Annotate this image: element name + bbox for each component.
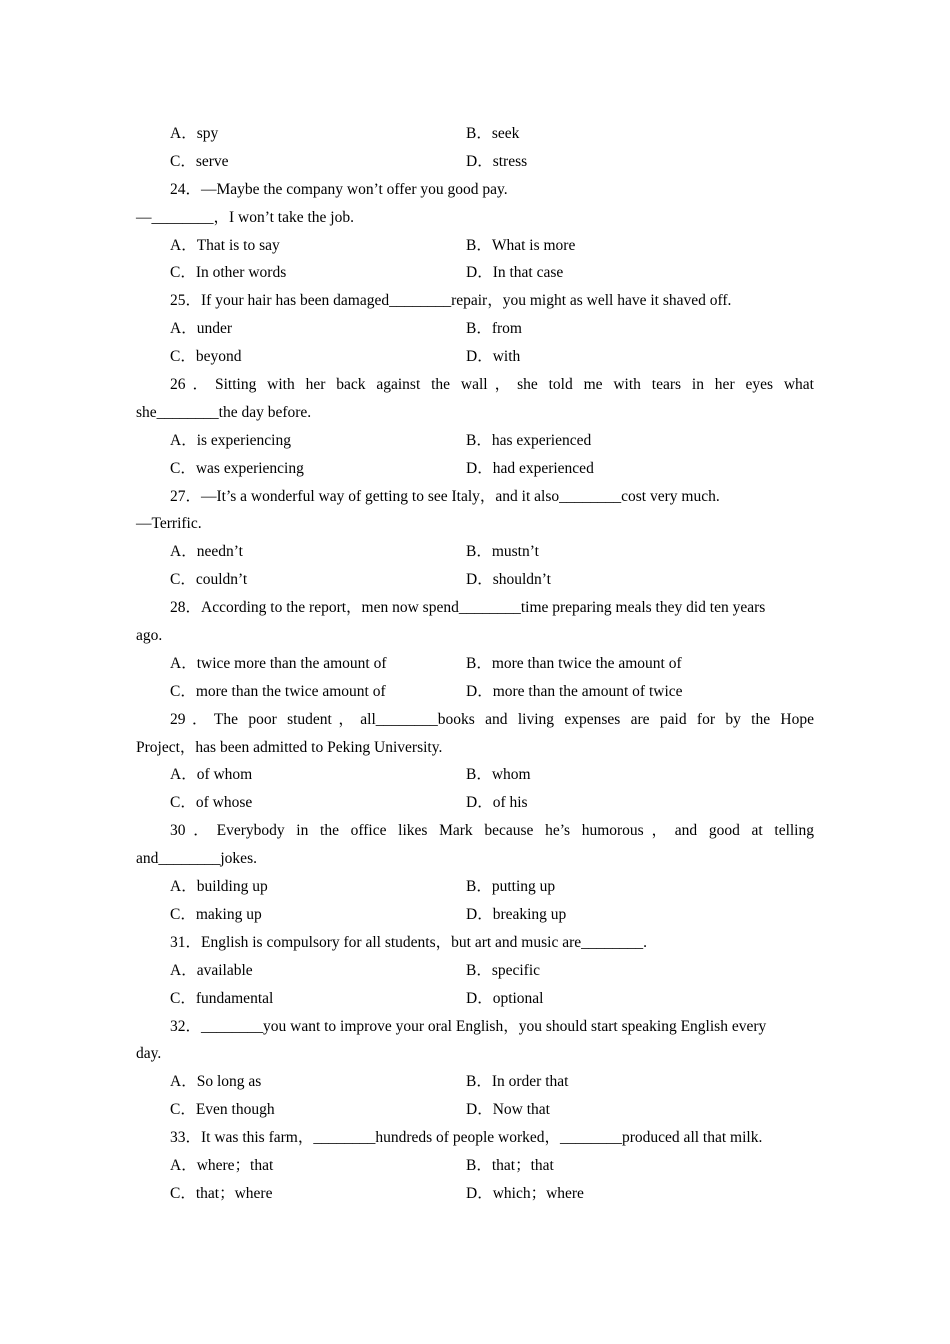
- option-d: D．of his: [466, 794, 528, 812]
- option-row: [136, 343, 814, 371]
- question-stem-continued: day.: [136, 1045, 162, 1063]
- option-d: D．more than the amount of twice: [466, 682, 683, 700]
- question-stem: 26．Sitting with her back against the wall，she told me with tears in her eyes what: [170, 376, 814, 394]
- question-stem: 27．—It’s a wonderful way of getting to see Italy，and it also________cost very much.: [170, 487, 720, 505]
- prev-option-row: [136, 120, 814, 148]
- option-c: C．more than the twice amount of: [170, 682, 386, 700]
- option-d: D．breaking up: [466, 905, 567, 923]
- option-c: C．beyond: [170, 348, 242, 366]
- option-row: [136, 901, 814, 929]
- option-a: A．spy: [170, 125, 219, 142]
- question-stem-continued: she________the day before.: [136, 403, 312, 421]
- question-26: [136, 371, 814, 483]
- option-row: [136, 232, 814, 260]
- option-c: C．fundamental: [170, 989, 274, 1007]
- option-a: A．under: [170, 320, 232, 338]
- option-row: [136, 789, 814, 817]
- option-b: B．specific: [466, 961, 541, 979]
- option-row: [136, 427, 814, 455]
- option-c: C．making up: [170, 905, 262, 923]
- option-b: B．from: [466, 320, 522, 338]
- question-33: [136, 1124, 814, 1208]
- option-row: [136, 259, 814, 287]
- option-row: [136, 1180, 814, 1208]
- prev-option-row: [136, 148, 814, 176]
- question-24: [136, 176, 814, 288]
- option-d: D．which；where: [466, 1184, 584, 1202]
- option-c: C．that；where: [170, 1184, 273, 1202]
- option-row: [136, 566, 814, 594]
- option-a: A．twice more than the amount of: [170, 654, 387, 672]
- option-a: A．available: [170, 961, 253, 979]
- question-30: [136, 817, 814, 929]
- option-row: [136, 538, 814, 566]
- option-a: A．needn’t: [170, 543, 243, 561]
- option-b: B．What is more: [466, 236, 576, 254]
- option-a: A．So long as: [170, 1073, 262, 1091]
- option-row: [136, 761, 814, 789]
- option-a: A．where；that: [170, 1156, 274, 1174]
- option-row: [136, 957, 814, 985]
- question-stem-continued: and________jokes.: [136, 850, 257, 868]
- option-row: [136, 985, 814, 1013]
- question-response: —________，I won’t take the job.: [136, 208, 354, 226]
- question-stem-continued: Project，has been admitted to Peking University.: [136, 738, 443, 756]
- option-d: D．stress: [466, 152, 528, 170]
- question-29: [136, 706, 814, 818]
- option-d: D．optional: [466, 989, 544, 1007]
- option-b: B．that；that: [466, 1156, 554, 1174]
- option-a: A．is experiencing: [170, 431, 291, 449]
- question-response: —Terrific.: [136, 515, 202, 533]
- option-row: [136, 650, 814, 678]
- question-stem-continued: ago.: [136, 627, 163, 645]
- option-row: [136, 1068, 814, 1096]
- option-b: B．more than twice the amount of: [466, 654, 682, 672]
- option-b: B．mustn’t: [466, 543, 539, 561]
- option-a: A．building up: [170, 878, 268, 896]
- question-stem: 25．If your hair has been damaged________repair，you might as well have it shaved off.: [170, 292, 732, 310]
- question-stem: 29．The poor student，all________books and living expenses are paid for by the Hope: [170, 710, 814, 728]
- question-25: [136, 287, 814, 371]
- question-27: [136, 483, 814, 595]
- option-row: [136, 1096, 814, 1124]
- question-32: [136, 1013, 814, 1125]
- question-stem: 31．English is compulsory for all students，but art and music are________.: [170, 933, 647, 951]
- option-b: B．putting up: [466, 878, 556, 896]
- option-c: C．Even though: [170, 1101, 275, 1119]
- question-stem: 33．It was this farm，________hundreds of people worked，________produced all that milk.: [170, 1129, 763, 1147]
- option-row: [136, 455, 814, 483]
- option-b: B．has experienced: [466, 431, 592, 449]
- option-c: C．was experiencing: [170, 459, 304, 477]
- option-a: A．of whom: [170, 766, 253, 784]
- option-a: A．That is to say: [170, 236, 280, 254]
- option-d: D．had experienced: [466, 459, 594, 477]
- option-row: [136, 873, 814, 901]
- question-stem: 30．Everybody in the office likes Mark because he’s humorous，and good at telling: [170, 822, 814, 840]
- option-c: C．of whose: [170, 794, 253, 812]
- option-c: C．serve: [170, 152, 229, 170]
- question-stem: 32．________you want to improve your oral English，you should start speaking English every: [170, 1017, 767, 1035]
- option-c: C．In other words: [170, 264, 287, 282]
- option-b: B．whom: [466, 766, 531, 784]
- option-row: [136, 315, 814, 343]
- option-b: B．seek: [466, 125, 520, 142]
- option-c: C．couldn’t: [170, 571, 248, 589]
- option-b: B．In order that: [466, 1073, 569, 1091]
- option-row: [136, 1152, 814, 1180]
- option-d: D．In that case: [466, 264, 564, 282]
- question-stem: 24．—Maybe the company won’t offer you good pay.: [170, 180, 508, 198]
- option-d: D．shouldn’t: [466, 571, 551, 589]
- question-28: [136, 594, 814, 706]
- question-stem: 28．According to the report，men now spend________time preparing meals they did ten years: [170, 599, 766, 617]
- question-31: [136, 929, 814, 1013]
- option-d: D．with: [466, 348, 521, 366]
- option-d: D．Now that: [466, 1101, 550, 1119]
- option-row: [136, 678, 814, 706]
- exam-page: [136, 120, 814, 1208]
